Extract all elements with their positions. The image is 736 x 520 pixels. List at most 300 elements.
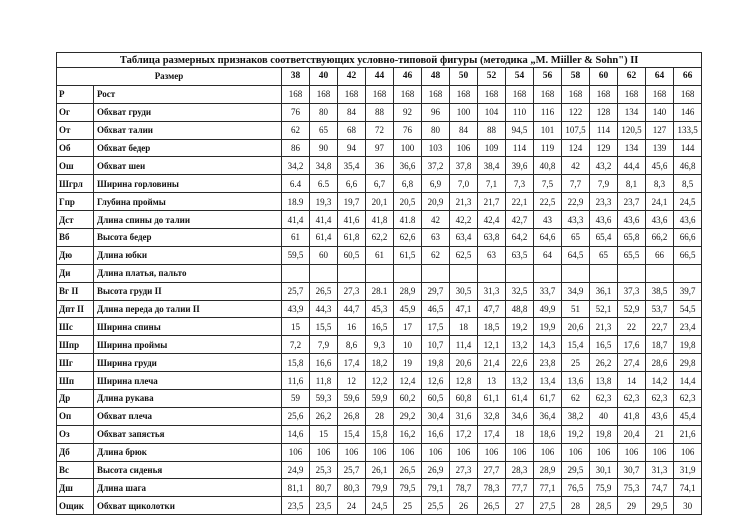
measurement-code: Шп [57, 372, 94, 390]
measurement-value: 31,6 [450, 407, 478, 425]
measurement-value: 63 [478, 246, 506, 264]
measurement-value: 25 [394, 497, 422, 515]
measurement-value: 15,4 [338, 425, 366, 443]
table-row [57, 139, 702, 157]
measurement-value: 6,6 [338, 175, 366, 193]
measurement-value: 29,2 [394, 407, 422, 425]
measurement-value: 144 [674, 139, 702, 157]
measurement-value: 27,3 [450, 461, 478, 479]
measurement-value: 27,4 [618, 354, 646, 372]
measurement-value: 35,4 [338, 157, 366, 175]
measurement-value: 6.4 [282, 175, 310, 193]
measurement-value: 80 [422, 121, 450, 139]
measurement-value: 66 [646, 246, 674, 264]
measurement-value: 42 [562, 157, 590, 175]
measurement-value: 106 [366, 443, 394, 461]
measurement-value: 28,6 [646, 354, 674, 372]
measurement-value: 63 [422, 229, 450, 247]
measurement-value: 24,9 [282, 461, 310, 479]
size-header-cell: 56 [534, 68, 562, 86]
measurement-value: 36,1 [590, 282, 618, 300]
measurement-value: 18 [450, 318, 478, 336]
measurement-name: Рост [94, 85, 282, 103]
measurement-value: 17,5 [422, 318, 450, 336]
measurement-value: 79,5 [394, 479, 422, 497]
measurement-value: 30 [674, 497, 702, 515]
measurement-value: 12,4 [394, 372, 422, 390]
measurement-value [282, 264, 310, 282]
measurement-value: 42 [422, 211, 450, 229]
measurement-value [478, 264, 506, 282]
measurement-value: 41,6 [338, 211, 366, 229]
measurement-value: 43,6 [646, 407, 674, 425]
measurement-value: 45,4 [674, 407, 702, 425]
measurement-value: 12,6 [422, 372, 450, 390]
measurement-value: 28 [562, 497, 590, 515]
measurement-value: 41,8 [366, 211, 394, 229]
measurement-value [506, 264, 534, 282]
measurement-value [646, 264, 674, 282]
measurement-value: 133,5 [674, 121, 702, 139]
measurement-value: 168 [646, 85, 674, 103]
measurement-value: 60 [310, 246, 338, 264]
measurement-value: 6,7 [366, 175, 394, 193]
measurement-value: 43,9 [282, 300, 310, 318]
measurement-value: 25,7 [338, 461, 366, 479]
measurement-value: 45,3 [366, 300, 394, 318]
measurement-value: 61 [366, 246, 394, 264]
measurement-value: 66,6 [674, 229, 702, 247]
measurement-value: 43,6 [590, 211, 618, 229]
measurement-code: Дш [57, 479, 94, 497]
measurement-value [618, 264, 646, 282]
measurement-value: 44,4 [618, 157, 646, 175]
measurement-value: 101 [534, 121, 562, 139]
measurement-value: 42,7 [506, 211, 534, 229]
measurement-value: 41,4 [282, 211, 310, 229]
measurement-value: 32,8 [478, 407, 506, 425]
size-header-cell: 50 [450, 68, 478, 86]
measurement-value: 18,7 [646, 336, 674, 354]
measurement-code: Вс [57, 461, 94, 479]
measurement-value: 86 [282, 139, 310, 157]
measurement-value: 34,9 [562, 282, 590, 300]
measurement-value: 19,7 [338, 193, 366, 211]
measurement-value: 11,8 [310, 372, 338, 390]
measurement-value: 30,1 [590, 461, 618, 479]
measurement-value: 10,7 [422, 336, 450, 354]
measurement-value: 34,2 [282, 157, 310, 175]
measurement-value: 60,5 [422, 390, 450, 408]
size-header-cell: 44 [366, 68, 394, 86]
measurement-value: 21,6 [674, 425, 702, 443]
measurement-value: 39,6 [506, 157, 534, 175]
measurement-value: 15,4 [562, 336, 590, 354]
measurement-value: 81,1 [282, 479, 310, 497]
measurement-code: Ош [57, 157, 94, 175]
measurement-value: 26 [450, 497, 478, 515]
measurement-value: 64,2 [506, 229, 534, 247]
measurement-value: 10 [394, 336, 422, 354]
measurement-name: Ширина плеча [94, 372, 282, 390]
measurement-value: 72 [366, 121, 394, 139]
measurement-value: 59,6 [338, 390, 366, 408]
measurement-value: 20,6 [562, 318, 590, 336]
measurement-code: Шпр [57, 336, 94, 354]
measurement-value: 62 [562, 390, 590, 408]
table-row [57, 318, 702, 336]
measurement-value: 16,6 [422, 425, 450, 443]
size-header-cell: 40 [310, 68, 338, 86]
measurement-value: 77,7 [506, 479, 534, 497]
measurement-value: 17 [394, 318, 422, 336]
measurement-value [394, 264, 422, 282]
measurement-value: 15,8 [282, 354, 310, 372]
measurement-value: 38,4 [478, 157, 506, 175]
measurement-value: 62,6 [394, 229, 422, 247]
measurement-value: 129 [590, 139, 618, 157]
measurement-value: 168 [618, 85, 646, 103]
measurement-code: Вг II [57, 282, 94, 300]
measurement-value: 8,5 [674, 175, 702, 193]
measurement-value: 34,8 [310, 157, 338, 175]
measurement-value: 21 [646, 425, 674, 443]
measurement-value [422, 264, 450, 282]
measurement-value: 62,2 [366, 229, 394, 247]
table-row [57, 479, 702, 497]
measurement-value: 92 [394, 103, 422, 121]
measurement-value: 61,1 [478, 390, 506, 408]
measurement-code: Дб [57, 443, 94, 461]
measurement-value: 74,7 [646, 479, 674, 497]
measurement-value: 39,7 [674, 282, 702, 300]
measurement-value: 37,8 [450, 157, 478, 175]
measurement-value: 14,2 [646, 372, 674, 390]
measurement-value: 109 [478, 139, 506, 157]
measurement-value: 68 [338, 121, 366, 139]
measurement-value: 168 [366, 85, 394, 103]
measurement-name: Глубина проймы [94, 193, 282, 211]
measurement-value: 19,8 [674, 336, 702, 354]
measurement-value: 75,9 [590, 479, 618, 497]
size-header-cell: 48 [422, 68, 450, 86]
measurement-value: 30,5 [450, 282, 478, 300]
measurement-value: 116 [534, 103, 562, 121]
measurement-value: 7,9 [590, 175, 618, 193]
measurement-value: 25,5 [422, 497, 450, 515]
measurement-code: От [57, 121, 94, 139]
measurement-value: 8,3 [646, 175, 674, 193]
measurement-value: 61,8 [338, 229, 366, 247]
measurement-code: Шг [57, 354, 94, 372]
measurement-value: 84 [450, 121, 478, 139]
size-header-cell: 38 [282, 68, 310, 86]
measurement-value: 62,3 [674, 390, 702, 408]
measurement-value: 23,5 [310, 497, 338, 515]
measurement-value: 60,5 [338, 246, 366, 264]
measurement-value: 51 [562, 300, 590, 318]
size-header-cell: 42 [338, 68, 366, 86]
measurement-value: 43 [534, 211, 562, 229]
measurement-value: 26,5 [478, 497, 506, 515]
measurement-value: 29 [618, 497, 646, 515]
measurement-value: 78,7 [450, 479, 478, 497]
measurement-value: 63,5 [506, 246, 534, 264]
measurement-code: Об [57, 139, 94, 157]
size-header-cell: 52 [478, 68, 506, 86]
measurement-value: 90 [310, 139, 338, 157]
measurement-name: Длина шага [94, 479, 282, 497]
measurement-value: 20,6 [450, 354, 478, 372]
measurement-value: 88 [366, 103, 394, 121]
measurement-value: 43,6 [618, 211, 646, 229]
table-row [57, 229, 702, 247]
measurement-value: 168 [534, 85, 562, 103]
measurement-value: 16,6 [310, 354, 338, 372]
measurement-value: 22,1 [506, 193, 534, 211]
measurement-code: Ощик [57, 497, 94, 515]
measurement-value: 33,7 [534, 282, 562, 300]
table-row [57, 425, 702, 443]
measurement-value: 20,9 [422, 193, 450, 211]
measurement-value: 8,1 [618, 175, 646, 193]
measurement-name: Ширина спины [94, 318, 282, 336]
measurement-value: 16,5 [590, 336, 618, 354]
measurement-code: Дю [57, 246, 94, 264]
measurement-value: 61,4 [506, 390, 534, 408]
measurement-value: 168 [674, 85, 702, 103]
measurement-value: 119 [534, 139, 562, 157]
measurement-value: 31,3 [478, 282, 506, 300]
measurement-value [562, 264, 590, 282]
measurement-value: 43,2 [590, 157, 618, 175]
measurement-value: 19,8 [590, 425, 618, 443]
measurement-value: 103 [422, 139, 450, 157]
measurement-value: 65,5 [618, 246, 646, 264]
measurement-value: 26,9 [422, 461, 450, 479]
measurement-value: 27,3 [338, 282, 366, 300]
measurement-value: 52,9 [618, 300, 646, 318]
measurement-value: 61,7 [534, 390, 562, 408]
measurement-value: 30,4 [422, 407, 450, 425]
measurement-value: 20,5 [394, 193, 422, 211]
measurement-value: 60,8 [450, 390, 478, 408]
measurement-value: 100 [450, 103, 478, 121]
measurement-value: 127 [646, 121, 674, 139]
size-header-cell: 60 [590, 68, 618, 86]
measurement-value: 76,5 [562, 479, 590, 497]
measurement-value: 41.8 [394, 211, 422, 229]
measurement-value: 29,8 [674, 354, 702, 372]
measurement-value: 94,5 [506, 121, 534, 139]
measurement-value: 168 [590, 85, 618, 103]
measurement-value: 27 [506, 497, 534, 515]
measurement-value: 46,5 [422, 300, 450, 318]
measurement-value: 168 [282, 85, 310, 103]
measurement-value: 12,8 [450, 372, 478, 390]
measurement-value: 19,3 [310, 193, 338, 211]
measurement-value: 107,5 [562, 121, 590, 139]
measurement-name: Обхват талии [94, 121, 282, 139]
measurement-name: Ширина горловины [94, 175, 282, 193]
table-row [57, 282, 702, 300]
measurement-name: Обхват запястья [94, 425, 282, 443]
table-row [57, 407, 702, 425]
table-row [57, 497, 702, 515]
measurement-value: 47,7 [478, 300, 506, 318]
measurement-value: 16 [338, 318, 366, 336]
measurement-value: 36,6 [394, 157, 422, 175]
measurement-value: 47,1 [450, 300, 478, 318]
measurement-value: 106 [674, 443, 702, 461]
size-header-cell: 66 [674, 68, 702, 86]
measurement-value: 27,7 [478, 461, 506, 479]
measurement-value: 13,2 [506, 336, 534, 354]
size-label: Размер [57, 68, 282, 86]
measurement-value: 62,3 [618, 390, 646, 408]
measurement-value: 106 [646, 443, 674, 461]
measurement-value: 124 [562, 139, 590, 157]
measurement-value: 62,5 [450, 246, 478, 264]
table-row [57, 157, 702, 175]
measurement-value: 41,8 [618, 407, 646, 425]
measurement-code: Вб [57, 229, 94, 247]
measurement-value: 61,5 [394, 246, 422, 264]
measurement-value: 13,6 [562, 372, 590, 390]
measurement-value: 42,2 [450, 211, 478, 229]
table-row [57, 336, 702, 354]
measurement-value: 64,6 [534, 229, 562, 247]
measurement-name: Высота бедер [94, 229, 282, 247]
measurement-value: 31,3 [646, 461, 674, 479]
measurement-value: 78,3 [478, 479, 506, 497]
table-row [57, 175, 702, 193]
size-header-cell: 58 [562, 68, 590, 86]
measurement-code: Р [57, 85, 94, 103]
measurement-value: 15 [310, 425, 338, 443]
measurement-value: 114 [590, 121, 618, 139]
measurement-name: Обхват груди [94, 103, 282, 121]
measurement-value: 62 [282, 121, 310, 139]
measurement-value: 168 [310, 85, 338, 103]
measurement-name: Обхват щиколотки [94, 497, 282, 515]
measurement-value: 17,6 [618, 336, 646, 354]
measurement-value [310, 264, 338, 282]
table-row [57, 121, 702, 139]
measurement-value: 14,4 [674, 372, 702, 390]
measurement-value: 7,2 [282, 336, 310, 354]
measurement-value: 65 [590, 246, 618, 264]
measurement-value: 7,0 [450, 175, 478, 193]
measurement-name: Высота груди II [94, 282, 282, 300]
measurement-name: Ширина проймы [94, 336, 282, 354]
measurement-value: 45,6 [646, 157, 674, 175]
table-row [57, 461, 702, 479]
measurement-value: 37,3 [618, 282, 646, 300]
measurement-value: 23,4 [674, 318, 702, 336]
measurement-value: 25,3 [310, 461, 338, 479]
measurement-value: 65,4 [590, 229, 618, 247]
measurement-value: 52,1 [590, 300, 618, 318]
measurement-value: 7,5 [534, 175, 562, 193]
measurement-value: 106 [450, 443, 478, 461]
measurement-value: 97 [366, 139, 394, 157]
measurement-value: 66,5 [674, 246, 702, 264]
measurement-value: 76 [282, 103, 310, 121]
measurement-value: 134 [618, 103, 646, 121]
measurement-value: 36 [366, 157, 394, 175]
measurement-value: 16,5 [366, 318, 394, 336]
measurement-code: Оп [57, 407, 94, 425]
measurement-value: 21,3 [590, 318, 618, 336]
measurement-value: 64,5 [562, 246, 590, 264]
measurement-value: 60,2 [394, 390, 422, 408]
measurement-value: 34,6 [506, 407, 534, 425]
measurement-name: Обхват бедер [94, 139, 282, 157]
measurement-value: 24 [338, 497, 366, 515]
measurement-value: 18,6 [534, 425, 562, 443]
measurement-value: 28,5 [590, 497, 618, 515]
measurement-value: 106 [394, 443, 422, 461]
measurement-code: Дст [57, 211, 94, 229]
measurement-value: 37,2 [422, 157, 450, 175]
table-row [57, 193, 702, 211]
measurement-value: 22 [618, 318, 646, 336]
table-row [57, 211, 702, 229]
measurement-value: 106 [618, 443, 646, 461]
measurement-value: 40 [590, 407, 618, 425]
measurement-value: 100 [394, 139, 422, 157]
measurement-code: Дпт II [57, 300, 94, 318]
measurement-value: 25 [562, 354, 590, 372]
measurement-value: 21,7 [478, 193, 506, 211]
measurement-name: Обхват плеча [94, 407, 282, 425]
measurement-value: 63,8 [478, 229, 506, 247]
measurement-value: 168 [394, 85, 422, 103]
table-row [57, 264, 702, 282]
measurement-value: 146 [674, 103, 702, 121]
measurement-value: 79,9 [366, 479, 394, 497]
measurement-value: 24,5 [674, 193, 702, 211]
measurement-value: 22,5 [534, 193, 562, 211]
measurement-value: 21,3 [450, 193, 478, 211]
measurement-value: 94 [338, 139, 366, 157]
measurement-value: 106 [422, 443, 450, 461]
measurement-value: 28,9 [394, 282, 422, 300]
measurement-value: 38,2 [562, 407, 590, 425]
measurement-value: 106 [562, 443, 590, 461]
measurement-value: 22,7 [646, 318, 674, 336]
measurement-value: 17,2 [450, 425, 478, 443]
measurement-value: 26,8 [338, 407, 366, 425]
measurement-value: 22,9 [562, 193, 590, 211]
measurement-value: 38,5 [646, 282, 674, 300]
table-row [57, 390, 702, 408]
table-row [57, 443, 702, 461]
measurement-value: 106 [506, 443, 534, 461]
measurement-value: 110 [506, 103, 534, 121]
measurement-value: 26,1 [366, 461, 394, 479]
measurement-value: 43,6 [646, 211, 674, 229]
measurement-value: 44,7 [338, 300, 366, 318]
measurement-value: 14,3 [534, 336, 562, 354]
measurement-value: 28,3 [506, 461, 534, 479]
measurement-value: 40,8 [534, 157, 562, 175]
measurement-value: 23,7 [618, 193, 646, 211]
measurement-value: 26,2 [590, 354, 618, 372]
measurement-value: 106 [450, 139, 478, 157]
measurement-value: 18,2 [366, 354, 394, 372]
